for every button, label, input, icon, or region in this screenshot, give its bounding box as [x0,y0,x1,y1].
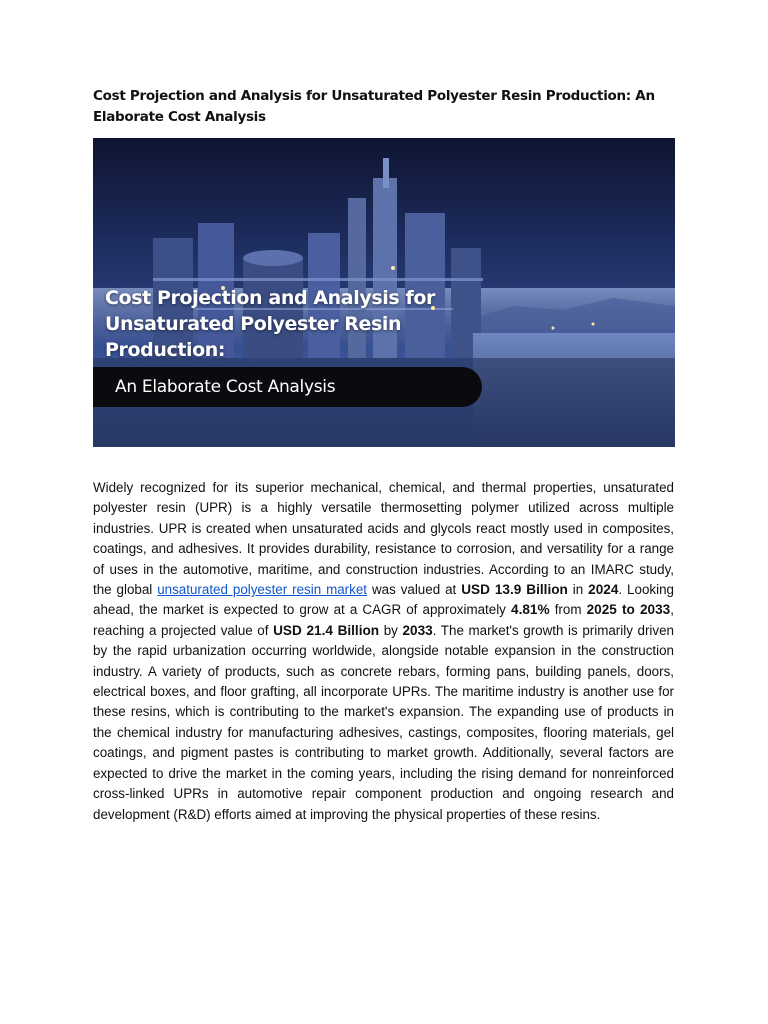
paragraph-text: in [572,582,584,598]
value-2033: USD 21.4 Billion [273,622,380,638]
value-2024: USD 13.9 Billion [461,582,568,598]
paragraph-text: Widely recognized for its superior mechanical, chemical, and thermal properties, unsaturated polyester resin (UPR) is a highly versatile thermosetting polymer utilized across multiple industries. UPR is created when unsaturated acids and glycols react mostly used in composites, coatings, and adhesives. It provides durability, resistance to corrosion, and versatility for a range of uses in the automotive, maritime, and construction industries. According to an IMARC study, the global [93,480,674,598]
year-start: 2025 [586,602,617,618]
paragraph-text: from [554,602,582,618]
hero-subheading: An Elaborate Cost Analysis [115,377,336,397]
hero-image [93,138,675,447]
paragraph-text: , reaching a projected value of [93,602,674,638]
year-end: 2033 [402,622,433,638]
cagr-value: 4.81% [511,602,550,618]
paragraph-text: to [621,602,635,618]
paragraph-text: by [383,622,398,638]
paragraph-text: . The market's growth is primarily driven by the rapid urbanization occurring worldwide, alongside notable expansion in the construction industry. A variety of products, such as concrete rebars, forming pans, building panels, doors, electrical boxes, and floor grafting, all incorporate UPRs. The maritime industry is another use for these resins, which is contributing to the market's expansion. The expanding use of products in the chemical industry for manufacturing adhesives, castings, composites, flooring materials, gel coatings, and pigment pastes is contributing to market growth. Additionally, several factors are expected to drive the market in the coming years, including the rising demand for nonreinforced cross-linked UPRs in automotive repair component production and ongoing research and development (R&D) efforts aimed at improving the physical properties of these resins. [93,622,674,822]
paragraph-text: was valued at [371,582,457,598]
year-end-range: 2033 [639,602,671,618]
year-base: 2024 [588,582,619,598]
hero-heading: Cost Projection and Analysis for Unsaturated Polyester Resin Production: [105,287,435,361]
paragraph-text: . Looking ahead, the market is expected to grow at a CAGR of approximately [93,582,674,618]
body-paragraph [93,478,674,825]
market-link[interactable]: unsaturated polyester resin market [157,582,368,598]
document-title: Cost Projection and Analysis for Unsaturated Polyester Resin Production: An Elaborate Cost Analysis [93,88,655,125]
